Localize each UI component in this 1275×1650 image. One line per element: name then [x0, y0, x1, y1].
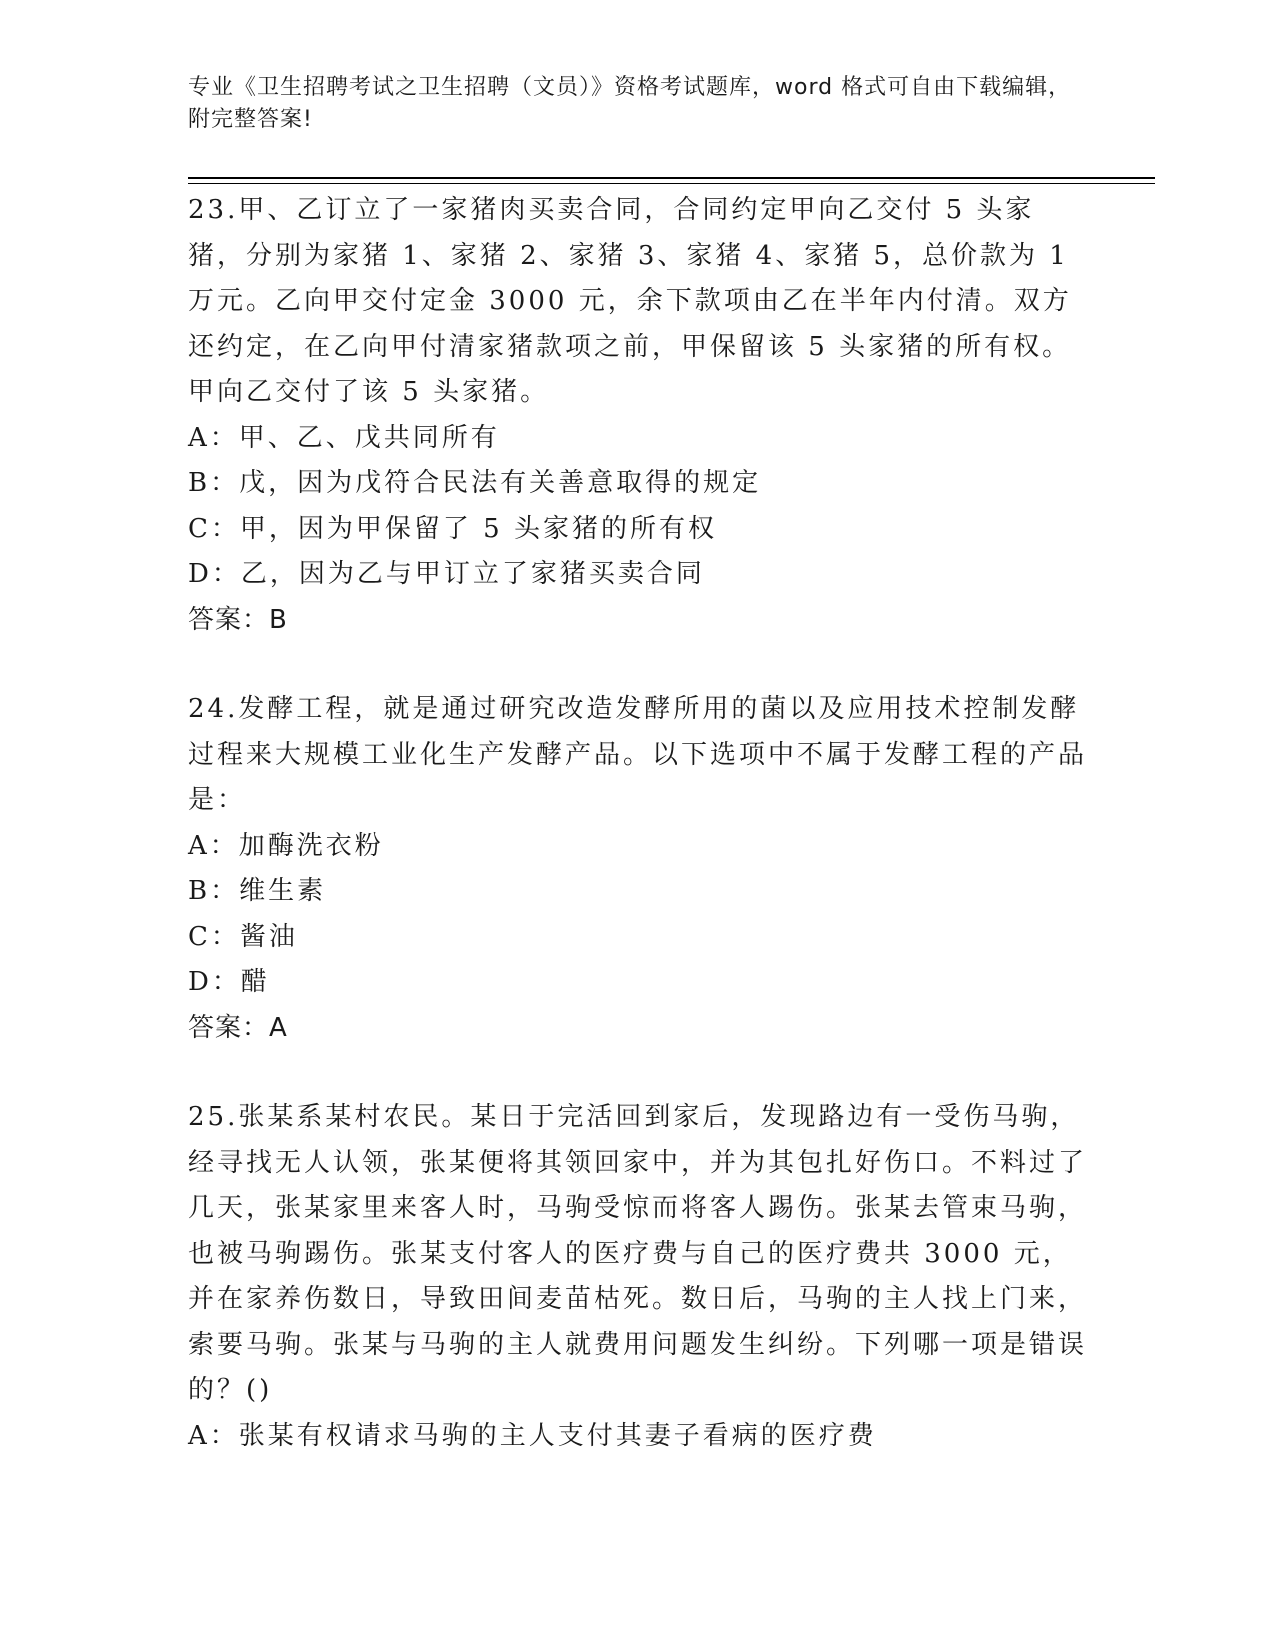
answer-line: 答案：B: [188, 604, 288, 635]
option-b: B：戊，因为戊符合民法有关善意取得的规定: [188, 468, 762, 498]
answer-line: 答案：A: [188, 1012, 288, 1043]
document-header: 专业《卫生招聘考试之卫生招聘（文员）》资格考试题库，word 格式可自由下载编辑，附完整答案!: [188, 75, 1072, 132]
question-stem: 23.甲、乙订立了一家猪肉买卖合同，合同约定甲向乙交付 5 头家猪，分别为家猪 1、家猪 2、家猪 3、家猪 4、家猪 5，总价款为 1 万元。乙向甲交付定金 3000 元，余下款项由乙在半年内付清。双方还约定，在乙向甲付清家猪款项之前，甲保留该 5 头家猪的所有权。甲向乙交付了该 5 头家猪。: [188, 195, 1072, 407]
question-stem: 24.发酵工程，就是通过研究改造发酵所用的菌以及应用技术控制发酵过程来大规模工业化生产发酵产品。以下选项中不属于发酵工程的产品是：: [188, 694, 1088, 815]
question-23: [188, 188, 1088, 643]
question-25: [188, 1095, 1088, 1459]
question-list: [188, 188, 1088, 1459]
question-stem: 25.张某系某村农民。某日于完活回到家后，发现路边有一受伤马驹，经寻找无人认领，张某便将其领回家中，并为其包扎好伤口。不料过了几天，张某家里来客人时，马驹受惊而将客人踢伤。张某去管束马驹，也被马驹踢伤。张某支付客人的医疗费与自己的医疗费共 3000 元，并在家养伤数日，导致田间麦苗枯死。数日后，马驹的主人找上门来，索要马驹。张某与马驹的主人就费用问题发生纠纷。下列哪一项是错误的？(): [188, 1102, 1088, 1405]
header-divider-thin: [188, 183, 1155, 184]
question-spacer: [188, 643, 1088, 687]
option-a: A：张某有权请求马驹的主人支付其妻子看病的医疗费: [188, 1420, 877, 1451]
option-d: D：乙，因为乙与甲订立了家猪买卖合同: [188, 559, 705, 589]
question-spacer: [188, 1051, 1088, 1095]
option-c: C：甲，因为甲保留了 5 头家猪的所有权: [188, 513, 717, 544]
option-a: A：甲、乙、戊共同所有: [188, 422, 500, 453]
header-divider-thick: [188, 177, 1155, 179]
option-b: B：维生素: [188, 876, 327, 906]
option-d: D：醋: [188, 967, 270, 997]
option-c: C：酱油: [188, 921, 298, 952]
question-24: [188, 687, 1088, 1051]
option-a: A：加酶洗衣粉: [188, 830, 384, 861]
